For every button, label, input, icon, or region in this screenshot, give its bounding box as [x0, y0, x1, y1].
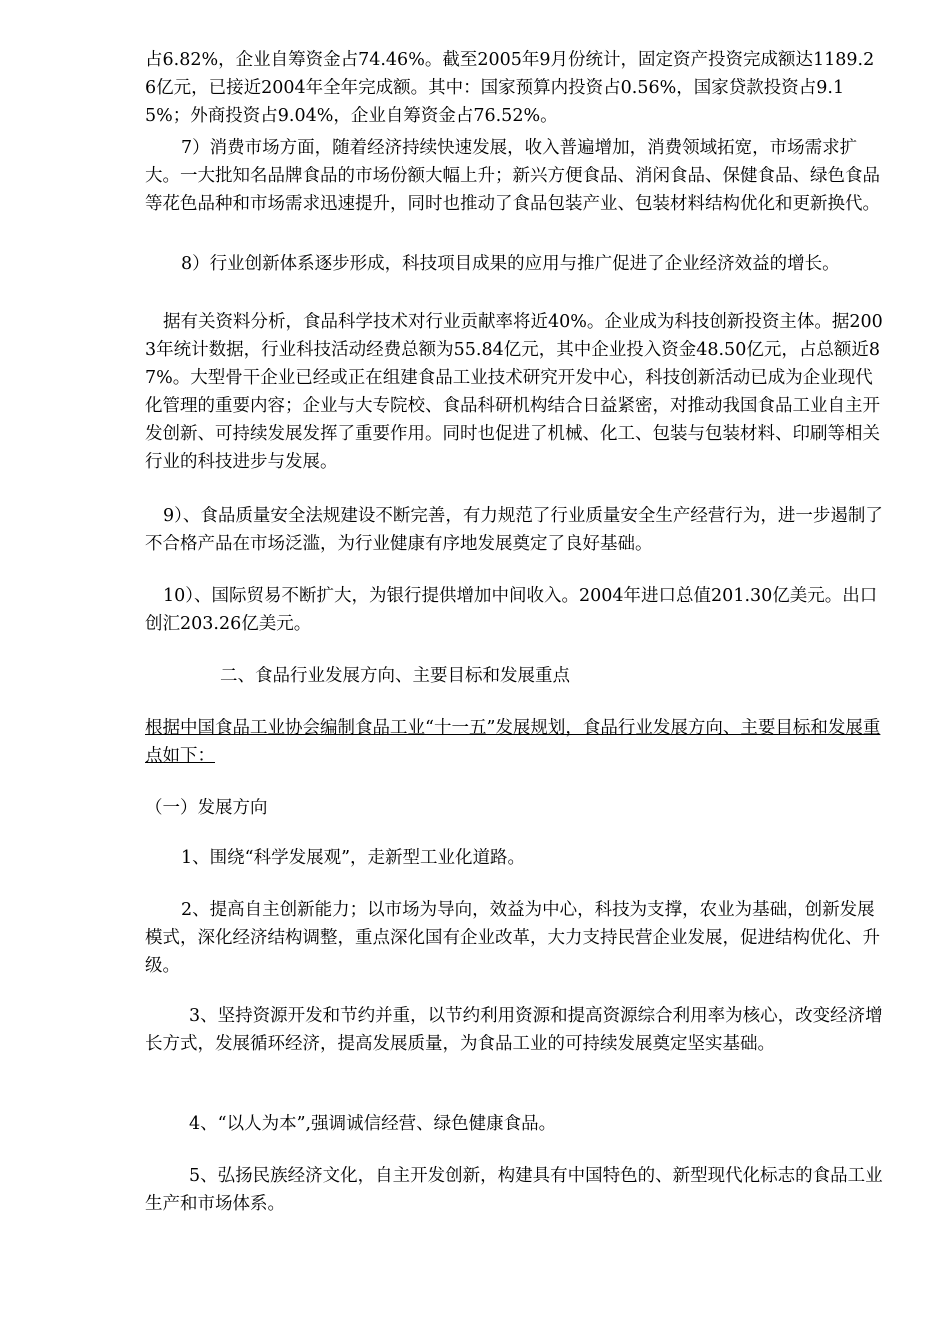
- list-item-4: 4、“以人为本”,强调诚信经营、绿色健康食品。: [189, 1114, 557, 1134]
- section-heading-development: 二、食品行业发展方向、主要目标和发展重点: [220, 666, 570, 686]
- paragraph-investment-stats: 占6.82%，企业自筹资金占74.46%。截至2005年9月份统计，固定资产投资完成额达1189.26亿元，已接近2004年全年完成额。其中：国家预算内投资占0.56%，国家贷款投资占9.15%；外商投资占9.04%，企业自筹资金占76.52%。: [145, 50, 875, 126]
- paragraph-tech-contribution: 据有关资料分析，食品科学技术对行业贡献率将近40%。企业成为科技创新投资主体。据2003年统计数据，行业科技活动经费总额为55.84亿元，其中企业投入资金48.50亿元，占总额近87%。大型骨干企业已经或正在组建食品工业技术研究开发中心，科技创新活动已成为企业现代化管理的重要内容；企业与大专院校、食品科研机构结合日益紧密，对推动我国食品工业自主开发创新、可持续发展发挥了重要作用。同时也促进了机械、化工、包装与包装材料、印刷等相关行业的科技进步与发展。: [145, 312, 883, 472]
- paragraph-quality-safety: 9）、食品质量安全法规建设不断完善，有力规范了行业质量安全生产经营行为，进一步遏制了不合格产品在市场泛滥，为行业健康有序地发展奠定了良好基础。: [145, 506, 883, 554]
- subheading-development-direction: （一）发展方向: [145, 798, 268, 818]
- paragraph-plan-intro: 根据中国食品工业协会编制食品工业“十一五”发展规划，食品行业发展方向、主要目标和发展重点如下：: [145, 718, 881, 766]
- list-item-5: 5、弘扬民族经济文化，自主开发创新，构建具有中国特色的、新型现代化标志的食品工业生产和市场体系。: [145, 1166, 883, 1214]
- list-item-3: 3、坚持资源开发和节约并重，以节约利用资源和提高资源综合利用率为核心，改变经济增长方式，发展循环经济，提高发展质量，为食品工业的可持续发展奠定坚实基础。: [145, 1006, 883, 1054]
- paragraph-international-trade: 10）、国际贸易不断扩大，为银行提供增加中间收入。2004年进口总值201.30亿美元。出口创汇203.26亿美元。: [145, 586, 878, 634]
- paragraph-consumer-market: 7）消费市场方面，随着经济持续快速发展，收入普遍增加，消费领域拓宽，市场需求扩大。一大批知名品牌食品的市场份额大幅上升；新兴方便食品、消闲食品、保健食品、绿色食品等花色品种和市场需求迅速提升，同时也推动了食品包装产业、包装材料结构优化和更新换代。: [145, 138, 880, 214]
- paragraph-innovation-system: 8）行业创新体系逐步形成，科技项目成果的应用与推广促进了企业经济效益的增长。: [181, 254, 840, 274]
- list-item-1: 1、围绕“科学发展观”，走新型工业化道路。: [181, 848, 526, 868]
- list-item-2: 2、提高自主创新能力；以市场为导向，效益为中心，科技为支撑，农业为基础，创新发展模式，深化经济结构调整，重点深化国有企业改革，大力支持民营企业发展，促进结构优化、升级。: [145, 900, 880, 976]
